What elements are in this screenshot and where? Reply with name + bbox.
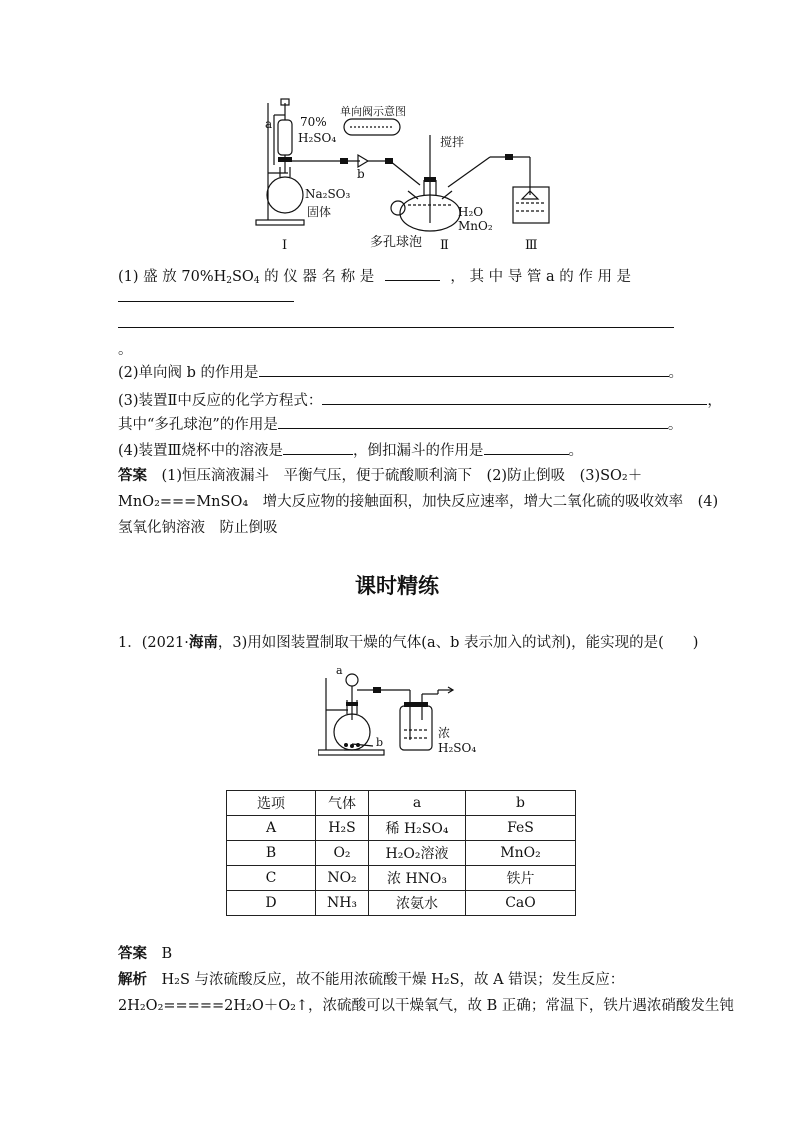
answer-block-1: 答案 (1)恒压滴液漏斗 平衡气压，便于硫酸顺利滴下 (2)防止倒吸 (3)SO₂＋: [118, 468, 643, 484]
valve-title-label: 单向阀示意图: [340, 105, 406, 118]
question-2: (2)单向阀 b 的作用是 。: [118, 362, 683, 383]
table-row: [227, 891, 576, 916]
apparatus-diagram-2: [318, 660, 488, 760]
table-row: [227, 866, 576, 891]
question-3: (3)装置Ⅱ中反应的化学方程式： ，: [118, 390, 722, 411]
conc-h2so4-label: 浓H₂SO₄: [438, 726, 477, 755]
answer-blank[interactable]: [484, 440, 569, 455]
table-header-cell: b: [466, 791, 576, 816]
table-cell: A: [227, 816, 316, 841]
roman-2-label: Ⅱ: [440, 238, 449, 253]
problem-source: 海南: [188, 635, 218, 651]
solid-label: 固体: [307, 205, 332, 219]
table-header-row: [227, 791, 576, 816]
answer-label: 答案: [118, 468, 147, 484]
answer-blank[interactable]: [278, 414, 668, 429]
table-cell: 浓氨水: [369, 891, 466, 916]
table-cell: 稀 H₂SO₄: [369, 816, 466, 841]
table-cell: H₂S: [316, 816, 369, 841]
section-title: 课时精练: [355, 574, 439, 598]
answer-blank[interactable]: [259, 362, 669, 377]
h2o-label: H₂O: [458, 205, 484, 219]
reagent-b-label: b: [376, 736, 384, 749]
table-row: [227, 816, 576, 841]
bubble-label: 多孔球泡: [370, 235, 423, 250]
stir-label: 搅拌: [440, 135, 465, 149]
problem-1: 1．(2021·海南，3)用如图装置制取干燥的气体(a、b 表示加入的试剂)，能实现的是( ): [118, 635, 699, 651]
table-cell: 铁片: [466, 866, 576, 891]
table-header-cell: a: [369, 791, 466, 816]
answer-blank[interactable]: [322, 390, 707, 405]
roman-1-label: Ⅰ: [282, 238, 288, 253]
options-table: [226, 790, 576, 916]
answer-blank[interactable]: [118, 301, 294, 302]
analysis-label: 解析: [118, 972, 147, 988]
table-cell: MnO₂: [466, 841, 576, 866]
acid-pct-label: 70%: [300, 115, 327, 129]
answer-line-3: 氢氧化钠溶液 防止倒吸: [118, 520, 278, 536]
table-cell: B: [227, 841, 316, 866]
answer-label: 答案: [118, 946, 147, 962]
apparatus-diagram-1: [240, 95, 560, 255]
question-1-end: 。: [118, 342, 133, 358]
reagent-a-label: a: [336, 664, 343, 677]
answer-blank[interactable]: [385, 266, 440, 281]
table-cell: O₂: [316, 841, 369, 866]
acid-formula-label: H₂SO₄: [298, 131, 337, 145]
question-1: (1) 盛 放 $70\%H_2SO_4$ 的 仪 器 名 称 是 ， 其 中 导 管 a 的 作 用 是: [118, 266, 631, 287]
mno2-label: MnO₂: [458, 219, 493, 233]
answer-block-2: [118, 944, 172, 964]
table-row: [227, 841, 576, 866]
answer-value: B: [161, 946, 173, 962]
analysis-line-2: 2H₂O₂=====2H₂O＋O₂↑，浓硫酸可以干燥氧气，故 B 正确；常温下，铁片遇浓硝酸发生钝: [118, 998, 734, 1014]
table-cell: NH₃: [316, 891, 369, 916]
table-header-cell: 选项: [227, 791, 316, 816]
roman-3-label: Ⅲ: [525, 238, 538, 253]
table-cell: NO₂: [316, 866, 369, 891]
question-4: (4)装置Ⅲ烧杯中的溶液是 ，倒扣漏斗的作用是 。: [118, 440, 583, 461]
table-cell: FeS: [466, 816, 576, 841]
table-cell: D: [227, 891, 316, 916]
answer-blank[interactable]: [118, 327, 674, 328]
table-cell: 浓 HNO₃: [369, 866, 466, 891]
na2so3-label: Na₂SO₃: [305, 187, 351, 201]
table-cell: C: [227, 866, 316, 891]
table-cell: H₂O₂溶液: [369, 841, 466, 866]
question-3b: 其中“多孔球泡”的作用是 。: [118, 414, 682, 435]
analysis-block: 解析 H₂S 与浓硫酸反应，故不能用浓硫酸干燥 H₂S，故 A 错误；发生反应：: [118, 972, 625, 988]
table-header-cell: 气体: [316, 791, 369, 816]
table-cell: CaO: [466, 891, 576, 916]
valve-b-label: b: [357, 167, 365, 181]
tube-a-label: a: [265, 117, 273, 131]
answer-line-2: MnO₂===MnSO₄ 增大反应物的接触面积，加快反应速率，增大二氧化硫的吸收效率 (4): [118, 494, 719, 510]
answer-blank[interactable]: [283, 440, 353, 455]
